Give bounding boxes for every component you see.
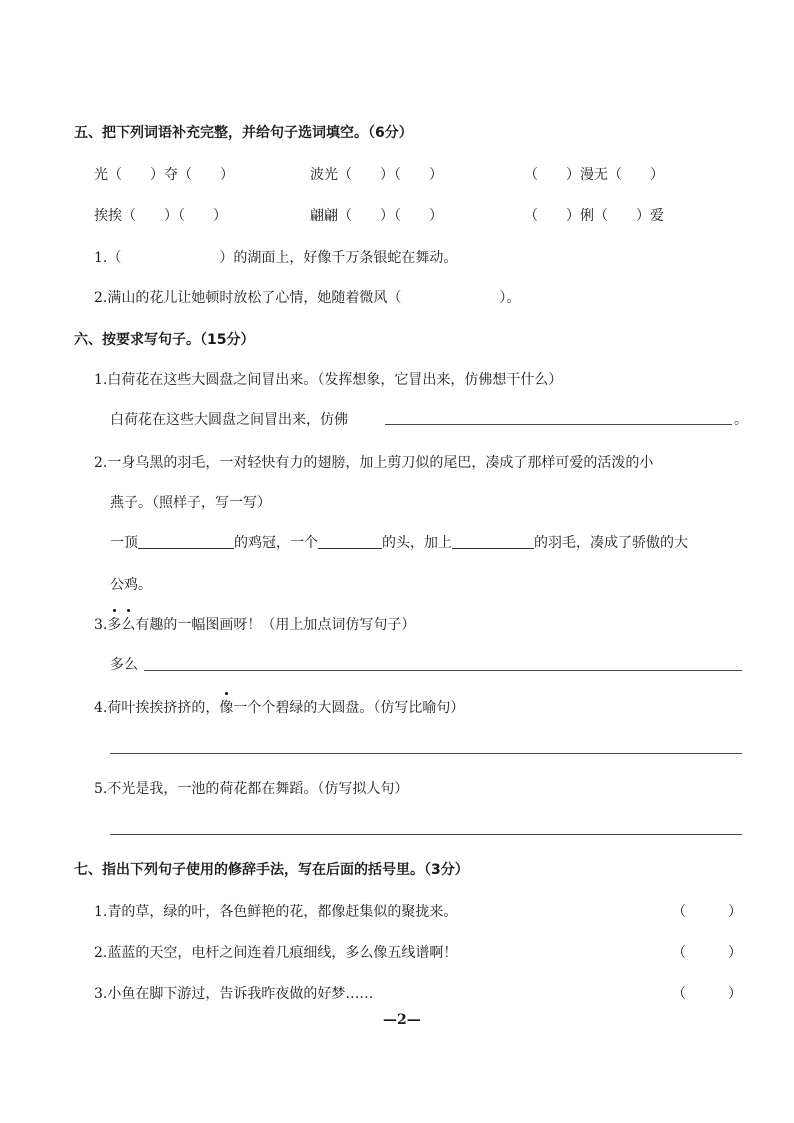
sec6-q2-blank-3[interactable] <box>452 534 534 549</box>
dotted-char-me: 么 <box>121 614 135 634</box>
dotted-char-xiang: 像 <box>219 697 233 717</box>
sec6-q2-part-b: 的鸡冠，一个 <box>234 535 318 551</box>
sec7-answer-paren-2[interactable]: （ ） <box>672 945 742 961</box>
sec7-answer-paren-1[interactable]: （ ） <box>672 904 742 920</box>
sec6-q4-answer-line[interactable] <box>110 753 742 754</box>
word-blank-1[interactable]: 光（ ）夺（ ） <box>94 167 234 183</box>
sec7-question-1: 1.青的草，绿的叶，各色鲜艳的花，都像赶集似的聚拢来。 <box>94 904 458 920</box>
word-blank-2[interactable]: 波光（ ）（ ） <box>310 167 443 183</box>
sec6-q2-part-e: 公鸡。 <box>110 577 152 593</box>
sec6-q4-pre: 4.荷叶挨挨挤挤的， <box>94 700 220 716</box>
sec6-question-5: 5.不光是我，一池的荷花都在舞蹈。（仿写拟人句） <box>94 781 409 797</box>
sec6-question-4 <box>94 697 464 717</box>
sec6-question-3 <box>94 614 415 634</box>
word-blank-3[interactable]: （ ）漫无（ ） <box>524 167 664 183</box>
sec6-q1-prompt: 白荷花在这些大圆盘之间冒出来，仿佛 <box>110 412 348 428</box>
word-blank-6[interactable]: （ ）俐（ ）爱 <box>524 208 664 224</box>
word-blank-4[interactable]: 挨挨（ ）（ ） <box>94 208 227 224</box>
sec6-q3-num: 3. <box>94 617 108 633</box>
sec6-q2-answer <box>110 532 688 552</box>
sec6-q2-line2: 燕子。（照样子，写一写） <box>110 495 271 511</box>
sec6-q3-prompt: 多么 <box>110 657 138 673</box>
sec6-q2-blank-1[interactable] <box>138 534 234 549</box>
sec6-q2-blank-2[interactable] <box>318 534 382 549</box>
sec5-question-2[interactable]: 2.满山的花儿让她顿时放松了心情，她随着微风（ ）。 <box>94 290 521 306</box>
sec6-question-1: 1.白荷花在这些大圆盘之间冒出来。（发挥想象，它冒出来，仿佛想干什么） <box>94 372 563 388</box>
sec6-q3-rest: 有趣的一幅图画呀！（用上加点词仿写句子） <box>135 617 416 633</box>
section-7-title: 七、指出下列句子使用的修辞手法，写在后面的括号里。（3分） <box>74 862 469 878</box>
sec6-q2-part-d: 的羽毛，凑成了骄傲的大 <box>534 535 688 551</box>
sec6-q4-rest: 一个个碧绿的大圆盘。（仿写比喻句） <box>233 700 465 716</box>
dotted-char-duo: 多 <box>107 614 121 634</box>
sec7-answer-paren-3[interactable]: （ ） <box>672 986 742 1002</box>
page-number: —2— <box>383 1012 421 1028</box>
sec7-question-3: 3.小鱼在脚下游过，告诉我昨夜做的好梦…… <box>94 986 374 1002</box>
word-blank-5[interactable]: 翩翩（ ）（ ） <box>310 208 443 224</box>
section-5-title: 五、把下列词语补充完整，并给句子选词填空。（6分） <box>74 125 413 141</box>
section-6-title: 六、按要求写句子。（15分） <box>74 332 255 348</box>
sec6-q2-part-c: 的头，加上 <box>382 535 452 551</box>
sec6-q5-answer-line[interactable] <box>110 834 742 835</box>
sec6-q1-end: 。 <box>734 412 748 428</box>
sec5-question-1[interactable]: 1.（ ）的湖面上，好像千万条银蛇在舞动。 <box>94 250 458 266</box>
sec7-question-2: 2.蓝蓝的天空，电杆之间连着几痕细线，多么像五线谱啊！ <box>94 945 458 961</box>
sec6-q2-part-a: 一顶 <box>110 535 138 551</box>
sec6-q1-answer-line[interactable] <box>385 424 732 425</box>
sec6-q2-line1: 2.一身乌黑的羽毛，一对轻快有力的翅膀，加上剪刀似的尾巴，凑成了那样可爱的活泼的小 <box>94 455 654 471</box>
sec6-q3-answer-line[interactable] <box>144 670 742 671</box>
